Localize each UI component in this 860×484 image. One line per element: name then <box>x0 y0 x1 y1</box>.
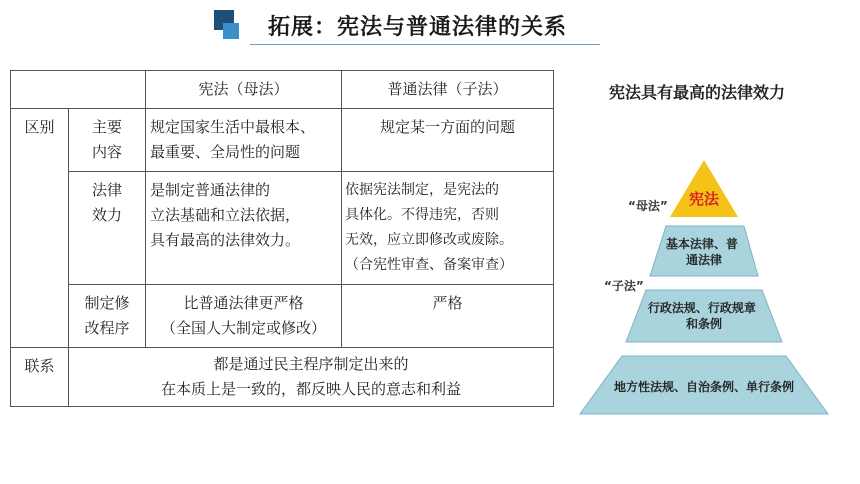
column-header-ordinary-law: 普通法律（子法） <box>342 71 554 109</box>
pyramid-apex <box>670 160 738 217</box>
cell-ordinary-content: 规定某一方面的问题 <box>342 109 554 172</box>
tier-basic-law-line2: 通法律 <box>685 253 723 267</box>
row-label-main-content: 主要 内容 <box>69 109 146 172</box>
pyramid-tier-basic-law <box>650 226 758 276</box>
row-label-legal-effect: 法律 效力 <box>69 172 146 285</box>
page-title: 拓展：宪法与普通法律的关系 <box>268 15 568 40</box>
tier-local-label: 地方性法规、自治条例、单行条例 <box>613 380 795 394</box>
cell-ordinary-effect: 依据宪法制定，是宪法的 具体化。不得违宪，否则 无效，应立即修改或废除。 （合宪性审查、备案审查） <box>342 172 554 285</box>
apex-label: 宪法 <box>688 190 720 208</box>
cell-ordinary-procedure: 严格 <box>342 285 554 348</box>
cell-constitution-effect: 是制定普通法律的 立法基础和立法依据， 具有最高的法律效力。 <box>146 172 342 285</box>
cell-constitution-content: 规定国家生活中最根本、 最重要、全局性的问题 <box>146 109 342 172</box>
row-label-procedure: 制定修 改程序 <box>69 285 146 348</box>
cell-connection: 都是通过民主程序制定出来的 在本质上是一致的，都反映人民的意志和利益 <box>69 348 554 407</box>
tier-admin-line2: 和条例 <box>685 317 723 331</box>
tier-basic-law-line1: 基本法律、普 <box>665 237 738 251</box>
tier-admin-line1: 行政法规、行政规章 <box>647 301 756 315</box>
group-label-connection: 联系 <box>11 348 69 407</box>
cell-constitution-procedure: 比普通法律更严格 （全国人大制定或修改） <box>146 285 342 348</box>
child-law-label: “子法” <box>604 279 644 293</box>
pyramid-tier-admin-regulation <box>626 290 782 342</box>
group-label-difference: 区别 <box>11 109 69 348</box>
mother-law-label: “母法” <box>628 199 668 213</box>
column-header-constitution: 宪法（母法） <box>146 71 342 109</box>
pyramid-title: 宪法具有最高的法律效力 <box>609 83 786 102</box>
